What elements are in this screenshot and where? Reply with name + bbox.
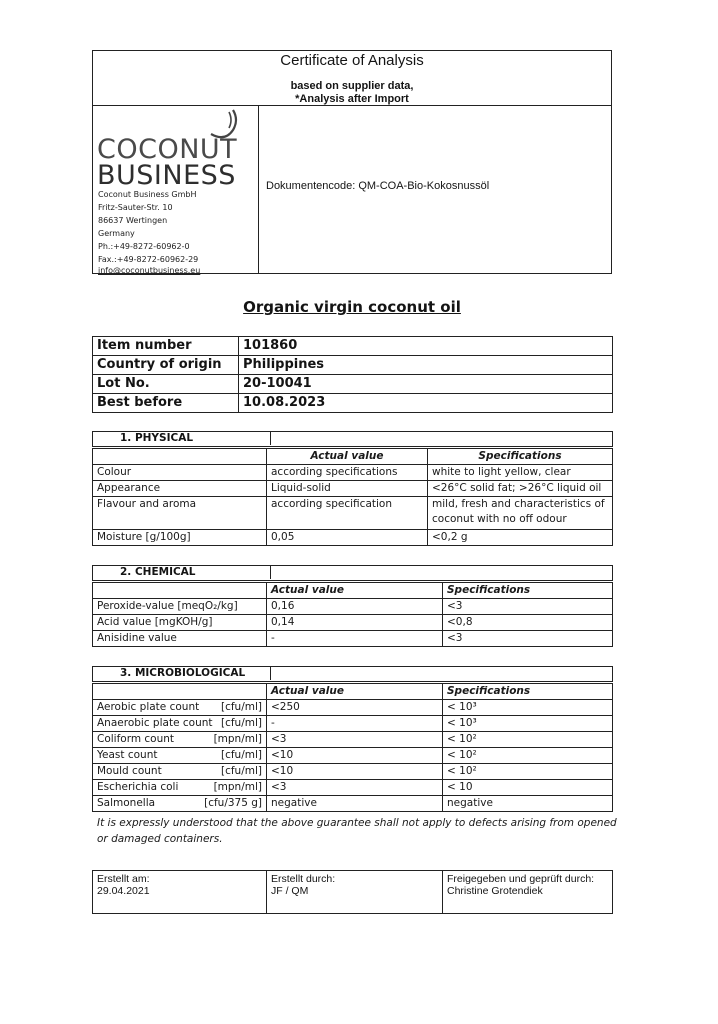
address-phone: Ph.:+49-8272-60962-0 xyxy=(98,242,190,251)
created-on-label: Erstellt am: xyxy=(97,873,150,885)
section-chemical-header xyxy=(92,565,613,581)
created-on-cell xyxy=(93,871,267,914)
table-header-row xyxy=(93,583,613,599)
address-country: Germany xyxy=(98,229,135,238)
spec-cell: < 10³ xyxy=(443,716,613,732)
actual-cell: according specification xyxy=(267,497,428,530)
best-before-value: 10.08.2023 xyxy=(239,394,613,413)
actual-cell: 0,14 xyxy=(267,615,443,631)
table-row xyxy=(93,615,613,631)
section-physical-header xyxy=(92,431,613,447)
param-cell: Anisidine value xyxy=(93,631,267,647)
spec-cell: < 10 xyxy=(443,780,613,796)
table-row xyxy=(93,748,613,764)
spec-line-2: coconut with no off odour xyxy=(432,513,567,525)
table-row xyxy=(93,631,613,647)
param-cell: Flavour and aroma xyxy=(93,497,267,530)
param-unit: [cfu/ml] xyxy=(220,765,262,777)
spec-cell: <0,2 g xyxy=(428,530,613,546)
section-chemical-title: 2. CHEMICAL xyxy=(120,566,271,579)
param-name: Mould count xyxy=(97,765,162,777)
param-unit: [mpn/ml] xyxy=(213,781,262,793)
actual-cell: Liquid-solid xyxy=(267,481,428,497)
chemical-actual-header: Actual value xyxy=(267,583,443,599)
approved-cell xyxy=(443,871,613,914)
actual-cell: <10 xyxy=(267,764,443,780)
physical-param-header xyxy=(93,449,267,465)
spec-cell: white to light yellow, clear xyxy=(428,465,613,481)
country-label: Country of origin xyxy=(93,356,239,375)
spec-cell xyxy=(428,497,613,530)
table-row xyxy=(93,700,613,716)
table-row xyxy=(93,337,613,356)
actual-cell: <3 xyxy=(267,780,443,796)
physical-actual-header: Actual value xyxy=(267,449,428,465)
table-row xyxy=(93,599,613,615)
param-unit: [cfu/ml] xyxy=(220,701,262,713)
certificate-subtitle-2: *Analysis after Import xyxy=(295,93,409,105)
param-name: Coliform count xyxy=(97,733,175,745)
chemical-param-header xyxy=(93,583,267,599)
physical-spec-header: Specifications xyxy=(428,449,613,465)
table-row xyxy=(93,871,613,914)
created-by-value: JF / QM xyxy=(271,885,309,897)
table-row xyxy=(93,394,613,413)
param-cell: Peroxide-value [meqO₂/kg] xyxy=(93,599,267,615)
param-cell xyxy=(93,764,267,780)
document-code: Dokumentencode: QM-COA-Bio-Kokosnussöl xyxy=(266,180,490,192)
created-on-value: 29.04.2021 xyxy=(97,885,150,897)
item-info-table xyxy=(92,336,613,413)
certificate-subtitle-1: based on supplier data, xyxy=(290,80,414,92)
actual-cell: - xyxy=(267,716,443,732)
table-row xyxy=(93,780,613,796)
actual-cell: 0,05 xyxy=(267,530,428,546)
param-name: Escherichia coli xyxy=(97,781,179,793)
param-unit: [mpn/ml] xyxy=(213,733,262,745)
item-number-value: 101860 xyxy=(239,337,613,356)
logo-text-business: BUSINESS xyxy=(97,160,236,191)
param-unit: [cfu/ml] xyxy=(220,749,262,761)
param-cell xyxy=(93,716,267,732)
micro-table xyxy=(92,683,613,812)
created-by-label: Erstellt durch: xyxy=(271,873,336,885)
param-name: Anaerobic plate count xyxy=(97,717,213,729)
address-company: Coconut Business GmbH xyxy=(98,190,197,199)
approved-label: Freigegeben und geprüft durch: xyxy=(447,873,595,885)
spec-cell: <0,8 xyxy=(443,615,613,631)
disclaimer-text: It is expressly understood that the above guarantee shall not apply to defects arising from opened or damaged containers. xyxy=(97,817,617,845)
country-value: Philippines xyxy=(239,356,613,375)
table-row xyxy=(93,481,613,497)
chemical-spec-header: Specifications xyxy=(443,583,613,599)
table-row xyxy=(93,530,613,546)
param-cell xyxy=(93,700,267,716)
table-row xyxy=(93,497,613,530)
section-micro-title: 3. MICROBIOLOGICAL xyxy=(120,667,271,680)
logo-text-coconut: COCONUT xyxy=(97,134,238,165)
spec-cell: < 10² xyxy=(443,748,613,764)
param-cell: Colour xyxy=(93,465,267,481)
actual-cell: negative xyxy=(267,796,443,812)
spec-cell: <3 xyxy=(443,631,613,647)
approved-value: Christine Grotendiek xyxy=(447,885,543,897)
signoff-table xyxy=(92,870,613,914)
micro-param-header xyxy=(93,684,267,700)
table-row xyxy=(93,465,613,481)
actual-cell: <250 xyxy=(267,700,443,716)
micro-spec-header: Specifications xyxy=(443,684,613,700)
lot-label: Lot No. xyxy=(93,375,239,394)
physical-table xyxy=(92,448,613,546)
table-header-row xyxy=(93,684,613,700)
item-number-label: Item number xyxy=(93,337,239,356)
address-fax: Fax.:+49-8272-60962-29 xyxy=(98,255,199,264)
table-row xyxy=(93,716,613,732)
param-cell xyxy=(93,780,267,796)
best-before-label: Best before xyxy=(93,394,239,413)
table-row xyxy=(93,764,613,780)
section-micro-header xyxy=(92,666,613,682)
chemical-table xyxy=(92,582,613,647)
actual-cell: <3 xyxy=(267,732,443,748)
param-cell xyxy=(93,796,267,812)
address-city: 86637 Wertingen xyxy=(98,216,168,225)
created-by-cell xyxy=(267,871,443,914)
param-unit: [cfu/ml] xyxy=(220,717,262,729)
actual-cell: <10 xyxy=(267,748,443,764)
address-street: Fritz-Sauter-Str. 10 xyxy=(98,203,173,212)
micro-actual-header: Actual value xyxy=(267,684,443,700)
spec-cell: < 10² xyxy=(443,732,613,748)
param-name: Yeast count xyxy=(97,749,158,761)
table-header-row xyxy=(93,449,613,465)
table-row xyxy=(93,732,613,748)
spec-cell: <3 xyxy=(443,599,613,615)
spec-cell: < 10² xyxy=(443,764,613,780)
address-email-link[interactable]: info@coconutbusiness.eu xyxy=(98,266,201,275)
actual-cell: - xyxy=(267,631,443,647)
param-name: Salmonella xyxy=(97,797,156,809)
product-title: Organic virgin coconut oil xyxy=(243,298,461,316)
section-physical-title: 1. PHYSICAL xyxy=(120,432,271,445)
actual-cell: according specifications xyxy=(267,465,428,481)
actual-cell: 0,16 xyxy=(267,599,443,615)
table-row xyxy=(93,356,613,375)
param-cell: Acid value [mgKOH/g] xyxy=(93,615,267,631)
param-cell: Appearance xyxy=(93,481,267,497)
spec-cell: <26°C solid fat; >26°C liquid oil xyxy=(428,481,613,497)
spec-line-1: mild, fresh and characteristics of xyxy=(432,498,605,510)
lot-value: 20-10041 xyxy=(239,375,613,394)
certificate-title: Certificate of Analysis xyxy=(280,52,424,69)
param-cell xyxy=(93,748,267,764)
header-divider xyxy=(258,106,259,274)
spec-cell: negative xyxy=(443,796,613,812)
param-unit: [cfu/375 g] xyxy=(204,797,262,809)
param-cell xyxy=(93,732,267,748)
spec-cell: < 10³ xyxy=(443,700,613,716)
table-row xyxy=(93,796,613,812)
param-name: Aerobic plate count xyxy=(97,701,200,713)
table-row xyxy=(93,375,613,394)
param-cell: Moisture [g/100g] xyxy=(93,530,267,546)
